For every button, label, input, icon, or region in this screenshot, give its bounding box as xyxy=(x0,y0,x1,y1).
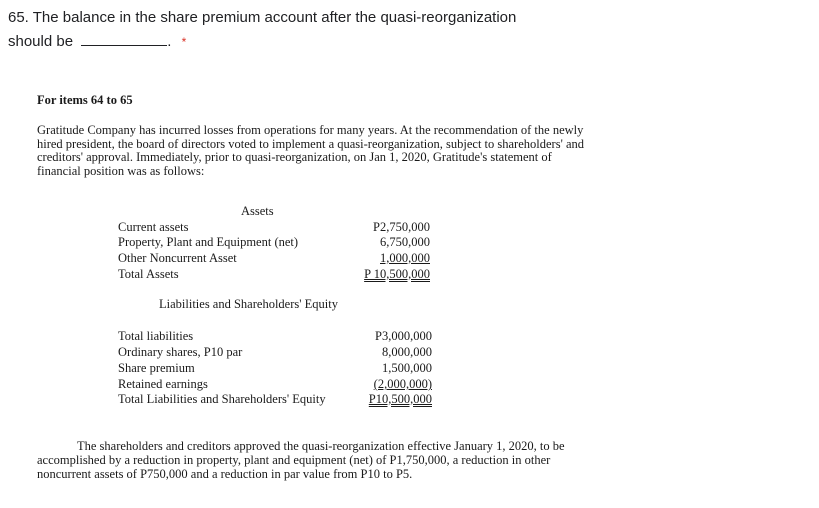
liability-label: Total liabilities xyxy=(118,329,194,343)
liability-row xyxy=(118,328,432,344)
equity-label: Share premium xyxy=(118,361,195,375)
liability-amount: P3,000,000 xyxy=(375,329,432,343)
equity-label: Ordinary shares, P10 par xyxy=(118,345,243,359)
equity-amount: 1,500,000 xyxy=(382,361,432,375)
asset-total-row xyxy=(118,266,432,282)
asset-total-label: Total Assets xyxy=(118,267,179,281)
liabilities-equity-total-label: Total Liabilities and Shareholders' Equity xyxy=(118,392,326,406)
asset-amount: P2,750,000 xyxy=(373,220,430,234)
asset-amount: 1,000,000 xyxy=(380,251,430,265)
asset-label: Property, Plant and Equipment (net) xyxy=(118,235,299,249)
answer-blank xyxy=(81,31,167,46)
equity-row xyxy=(118,360,432,376)
equity-amount: 8,000,000 xyxy=(382,345,432,359)
question-line-2 xyxy=(8,30,808,54)
asset-total-amount: P 10,500,000 xyxy=(364,267,430,281)
liabilities-equity-total-amount: P10,500,000 xyxy=(368,392,432,406)
items-heading: For items 64 to 65 xyxy=(37,93,133,107)
equity-amount: (2,000,000) xyxy=(373,377,432,391)
question-line-1: 65. The balance in the share premium account after the quasi-reorganization xyxy=(8,9,517,26)
equity-row xyxy=(118,376,432,392)
assets-heading: Assets xyxy=(241,204,274,218)
question-period: . xyxy=(167,33,172,50)
asset-row xyxy=(118,219,432,235)
asset-label: Other Noncurrent Asset xyxy=(118,251,237,265)
closing-paragraph: The shareholders and creditors approved the quasi-reorganization effective January 1, 2020, to be accomplished by a reduction in property, plant and equipment (net) of P1,750,000, a reduction in other noncurrent assets of P750,000 and a reduction in par value from P10 to P5. xyxy=(37,439,565,481)
asset-row xyxy=(118,250,432,266)
equity-label: Retained earnings xyxy=(118,377,208,391)
question-text xyxy=(8,6,808,54)
liabilities-equity-heading: Liabilities and Shareholders' Equity xyxy=(159,297,338,311)
asset-amount: 6,750,000 xyxy=(380,235,430,249)
asset-label: Current assets xyxy=(118,220,189,234)
question-prefix: should be xyxy=(8,33,74,50)
intro-paragraph: Gratitude Company has incurred losses from operations for many years. At the recommendation of the newly hired president, the board of directors voted to implement a quasi-reorganization, subject to shareholders' and creditors' approval. Immediately, prior to quasi-reorganization, on Jan 1, 2020, Gratitude's statement of financial position was as follows: xyxy=(37,123,584,178)
equity-row xyxy=(118,344,432,360)
liabilities-equity-total-row xyxy=(118,391,432,407)
asset-row xyxy=(118,234,432,250)
required-marker: * xyxy=(181,35,187,49)
